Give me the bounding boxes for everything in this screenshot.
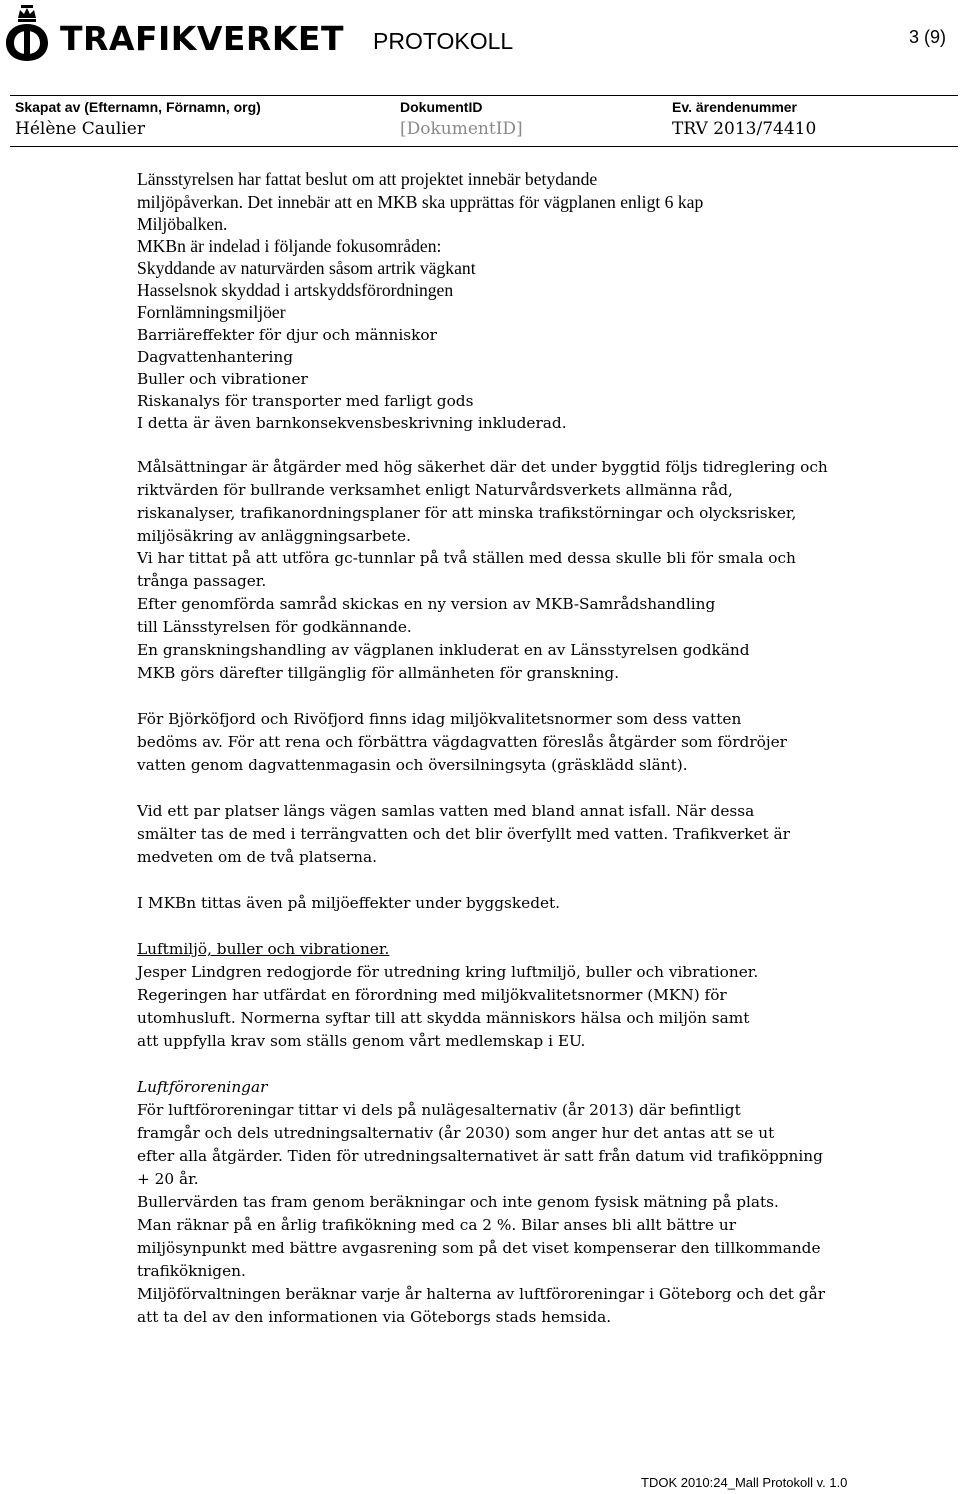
body-line: För luftföroreningar tittar vi dels på nulägesalternativ (år 2013) där befintligt bbox=[137, 1101, 741, 1119]
brand-name: TRAFIKVERKET bbox=[60, 19, 344, 58]
body-line: + 20 år. bbox=[137, 1170, 199, 1188]
body-line: Länsstyrelsen har fattat beslut om att projektet innebär betydande bbox=[137, 169, 598, 189]
body-line: att ta del av den informationen via Göteborgs stads hemsida. bbox=[137, 1308, 612, 1326]
body-line: vatten genom dagvattenmagasin och översilningsyta (gräsklädd slänt). bbox=[137, 756, 688, 774]
case-number-value: TRV 2013/74410 bbox=[672, 119, 817, 139]
crown-icon bbox=[4, 4, 50, 62]
metadata-table bbox=[10, 95, 958, 147]
page-number: 3 (9) bbox=[909, 27, 947, 47]
body-line: Skyddande av naturvärden såsom artrik vägkant bbox=[137, 258, 476, 278]
body-line: efter alla åtgärder. Tiden för utredningsalternativet är satt från datum vid trafiköppning bbox=[137, 1147, 823, 1165]
case-number-cell bbox=[667, 96, 958, 146]
body-line: Vi har tittat på att utföra gc-tunnlar på två ställen med dessa skulle bli för smala och bbox=[137, 549, 796, 567]
body-line: Barriäreffekter för djur och människor bbox=[137, 326, 437, 344]
body-line: För Björköfjord och Rivöfjord finns idag miljökvalitetsnormer som dess vatten bbox=[137, 710, 742, 728]
body-line: Fornlämningsmiljöer bbox=[137, 302, 286, 322]
body-line: Målsättningar är åtgärder med hög säkerhet där det under byggtid följs tidreglering och bbox=[137, 458, 828, 476]
body-line: till Länsstyrelsen för godkännande. bbox=[137, 618, 412, 636]
created-by-value: Hélène Caulier bbox=[15, 119, 145, 139]
body-line: Vid ett par platser längs vägen samlas vatten med bland annat isfall. När dessa bbox=[137, 802, 755, 820]
document-type: PROTOKOLL bbox=[373, 28, 514, 54]
template-footer: TDOK 2010:24_Mall Protokoll v. 1.0 bbox=[641, 1475, 848, 1490]
body-line: MKBn är indelad i följande fokusområden: bbox=[137, 236, 442, 256]
document-id-label: DokumentID bbox=[400, 99, 483, 115]
body-line: miljösynpunkt med bättre avgasrening som på det viset kompenserar den tillkommande bbox=[137, 1239, 821, 1257]
body-line: medveten om de två platserna. bbox=[137, 848, 378, 866]
body-line: MKB görs därefter tillgänglig för allmänheten för granskning. bbox=[137, 664, 620, 682]
body-line: Buller och vibrationer bbox=[137, 370, 308, 388]
body-line: Dagvattenhantering bbox=[137, 348, 294, 366]
body-line: smälter tas de med i terrängvatten och det blir överfyllt med vatten. Trafikverket är bbox=[137, 825, 790, 843]
body-line: bedöms av. För att rena och förbättra vägdagvatten föreslås åtgärder som fördröjer bbox=[137, 733, 787, 751]
case-number-label: Ev. ärendenummer bbox=[672, 99, 798, 115]
body-line: att uppfylla krav som ställs genom vårt medlemskap i EU. bbox=[137, 1032, 586, 1050]
section-heading: Luftmiljö, buller och vibrationer. bbox=[137, 940, 390, 958]
body-line: Hasselsnok skyddad i artskyddsförordningen bbox=[137, 280, 454, 300]
body-line: miljösäkring av anläggningsarbete. bbox=[137, 527, 411, 545]
body-line: Regeringen har utfärdat en förordning med miljökvalitetsnormer (MKN) för bbox=[137, 986, 727, 1004]
document-id-cell bbox=[395, 96, 667, 146]
body-line: En granskningshandling av vägplanen inkluderat en av Länsstyrelsen godkänd bbox=[137, 641, 750, 659]
body-line: Miljöbalken. bbox=[137, 214, 228, 234]
body-line: Riskanalys för transporter med farligt gods bbox=[137, 392, 474, 410]
body-line: I detta är även barnkonsekvensbeskrivning inkluderad. bbox=[137, 414, 567, 432]
body-line: I MKBn tittas även på miljöeffekter under byggskedet. bbox=[137, 894, 561, 912]
body-line: trafiköknigen. bbox=[137, 1262, 246, 1280]
body-line: Efter genomförda samråd skickas en ny version av MKB-Samrådshandling bbox=[137, 595, 716, 613]
document-id-value: [DokumentID] bbox=[400, 119, 523, 139]
body-line: riskanalyser, trafikanordningsplaner för att minska trafikstörningar och olycksrisker, bbox=[137, 504, 797, 522]
body-line: Miljöförvaltningen beräknar varje år halterna av luftföroreningar i Göteborg och det går bbox=[137, 1285, 826, 1303]
subsection-heading: Luftföroreningar bbox=[137, 1078, 268, 1096]
body-line: framgår och dels utredningsalternativ (år 2030) som anger hur det antas att se ut bbox=[137, 1124, 775, 1142]
created-by-label: Skapat av (Efternamn, Förnamn, org) bbox=[15, 99, 261, 115]
body-line: Man räknar på en årlig trafikökning med ca 2 %. Bilar anses bli allt bättre ur bbox=[137, 1216, 737, 1234]
body-line: Bullervärden tas fram genom beräkningar och inte genom fysisk mätning på plats. bbox=[137, 1193, 779, 1211]
body-line: riktvärden för bullrande verksamhet enligt Naturvårdsverkets allmänna råd, bbox=[137, 481, 733, 499]
body-line: miljöpåverkan. Det innebär att en MKB ska upprättas för vägplanen enligt 6 kap bbox=[137, 192, 704, 212]
trafikverket-logo bbox=[4, 4, 344, 62]
created-by-cell bbox=[10, 96, 395, 146]
body-line: utomhusluft. Normerna syftar till att skydda människors hälsa och miljön samt bbox=[137, 1009, 750, 1027]
body-line: trånga passager. bbox=[137, 572, 267, 590]
body-line: Jesper Lindgren redogjorde för utredning kring luftmiljö, buller och vibrationer. bbox=[137, 963, 759, 981]
